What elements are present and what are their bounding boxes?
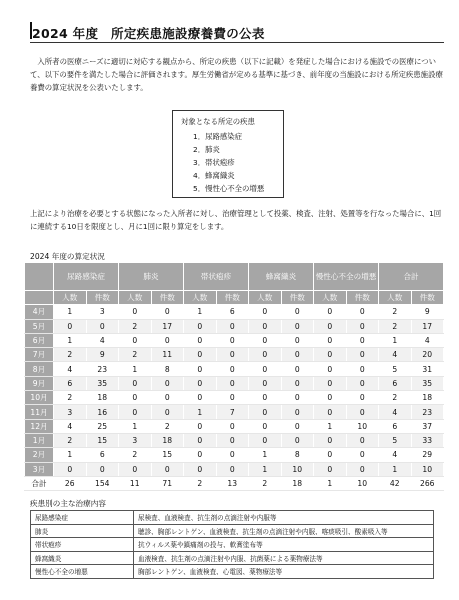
value-cell: 0 bbox=[346, 305, 379, 319]
value-cell: 0 bbox=[314, 448, 347, 462]
table-row bbox=[25, 462, 444, 476]
table-row bbox=[25, 405, 444, 419]
value-cell: 0 bbox=[346, 362, 379, 376]
value-cell: 0 bbox=[151, 305, 184, 319]
value-cell: 0 bbox=[119, 391, 152, 405]
subheader-count-people: 人数 bbox=[119, 291, 152, 305]
value-cell: 0 bbox=[184, 319, 217, 333]
value-cell: 10 bbox=[281, 462, 314, 476]
value-cell: 17 bbox=[151, 319, 184, 333]
value-cell: 1 bbox=[249, 448, 282, 462]
value-cell: 0 bbox=[184, 448, 217, 462]
value-cell: 11 bbox=[151, 348, 184, 362]
total-value-cell: 154 bbox=[86, 476, 119, 490]
treatments-table bbox=[30, 510, 434, 579]
value-cell: 0 bbox=[281, 419, 314, 433]
subheader-count-cases: 件数 bbox=[411, 291, 444, 305]
value-cell: 4 bbox=[379, 348, 412, 362]
target-diseases-list bbox=[193, 130, 264, 195]
value-cell: 5 bbox=[379, 362, 412, 376]
subheader-count-people: 人数 bbox=[379, 291, 412, 305]
table-row bbox=[25, 362, 444, 376]
value-cell: 0 bbox=[216, 391, 249, 405]
month-cell: 8月 bbox=[25, 362, 54, 376]
value-cell: 2 bbox=[119, 319, 152, 333]
value-cell: 0 bbox=[216, 448, 249, 462]
value-cell: 6 bbox=[379, 376, 412, 390]
value-cell: 0 bbox=[314, 319, 347, 333]
total-value-cell: 18 bbox=[281, 476, 314, 490]
value-cell: 1 bbox=[119, 362, 152, 376]
table-row bbox=[25, 319, 444, 333]
value-cell: 6 bbox=[379, 419, 412, 433]
value-cell: 18 bbox=[151, 433, 184, 447]
value-cell: 35 bbox=[86, 376, 119, 390]
value-cell: 2 bbox=[379, 305, 412, 319]
value-cell: 0 bbox=[151, 405, 184, 419]
value-cell: 2 bbox=[119, 448, 152, 462]
treatment-detail-cell: 胸部レントゲン、血液検査、心電図、薬物療法等 bbox=[134, 565, 434, 579]
value-cell: 0 bbox=[216, 319, 249, 333]
value-cell: 16 bbox=[86, 405, 119, 419]
month-cell: 6月 bbox=[25, 333, 54, 347]
value-cell: 0 bbox=[346, 448, 379, 462]
value-cell: 1 bbox=[54, 333, 87, 347]
value-cell: 1 bbox=[184, 305, 217, 319]
value-cell: 10 bbox=[346, 419, 379, 433]
value-cell: 3 bbox=[86, 305, 119, 319]
total-value-cell: 1 bbox=[314, 476, 347, 490]
value-cell: 31 bbox=[411, 362, 444, 376]
value-cell: 0 bbox=[249, 362, 282, 376]
value-cell: 0 bbox=[346, 376, 379, 390]
value-cell: 0 bbox=[281, 362, 314, 376]
value-cell: 18 bbox=[411, 391, 444, 405]
total-value-cell: 13 bbox=[216, 476, 249, 490]
total-value-cell: 2 bbox=[249, 476, 282, 490]
treatment-row bbox=[31, 551, 434, 565]
value-cell: 0 bbox=[249, 433, 282, 447]
treatment-disease-cell: 尿路感染症 bbox=[31, 511, 134, 525]
value-cell: 0 bbox=[346, 348, 379, 362]
total-value-cell: 10 bbox=[346, 476, 379, 490]
treatment-row bbox=[31, 511, 434, 525]
value-cell: 0 bbox=[281, 433, 314, 447]
value-cell: 0 bbox=[314, 405, 347, 419]
value-cell: 0 bbox=[151, 391, 184, 405]
corner-cell bbox=[25, 291, 54, 305]
treatment-detail-cell: 尿検査、血液検査、抗生剤の点滴注射や内服等 bbox=[134, 511, 434, 525]
header-disease: 帯状疱疹 bbox=[184, 263, 249, 291]
value-cell: 0 bbox=[184, 376, 217, 390]
value-cell: 6 bbox=[54, 376, 87, 390]
value-cell: 0 bbox=[281, 319, 314, 333]
value-cell: 0 bbox=[216, 362, 249, 376]
value-cell: 33 bbox=[411, 433, 444, 447]
value-cell: 4 bbox=[86, 333, 119, 347]
value-cell: 0 bbox=[184, 362, 217, 376]
value-cell: 37 bbox=[411, 419, 444, 433]
value-cell: 5 bbox=[379, 433, 412, 447]
value-cell: 2 bbox=[54, 391, 87, 405]
treatment-row bbox=[31, 565, 434, 579]
value-cell: 0 bbox=[281, 333, 314, 347]
total-value-cell: 71 bbox=[151, 476, 184, 490]
value-cell: 1 bbox=[314, 419, 347, 433]
disease-item: 1．尿路感染症 bbox=[193, 132, 243, 141]
table-title: 2024 年度の算定状況 bbox=[30, 252, 105, 261]
value-cell: 0 bbox=[314, 305, 347, 319]
value-cell: 0 bbox=[249, 319, 282, 333]
value-cell: 0 bbox=[119, 376, 152, 390]
value-cell: 0 bbox=[119, 405, 152, 419]
month-cell: 7月 bbox=[25, 348, 54, 362]
header-disease: 慢性心不全の増悪 bbox=[314, 263, 379, 291]
table-row bbox=[25, 333, 444, 347]
value-cell: 1 bbox=[184, 405, 217, 419]
treatment-disease-cell: 蜂窩織炎 bbox=[31, 551, 134, 565]
value-cell: 0 bbox=[54, 319, 87, 333]
value-cell: 7 bbox=[216, 405, 249, 419]
value-cell: 0 bbox=[119, 333, 152, 347]
value-cell: 15 bbox=[151, 448, 184, 462]
value-cell: 0 bbox=[346, 391, 379, 405]
value-cell: 2 bbox=[151, 419, 184, 433]
value-cell: 23 bbox=[411, 405, 444, 419]
value-cell: 0 bbox=[314, 333, 347, 347]
total-row bbox=[25, 476, 444, 490]
disease-item: 3．帯状疱疹 bbox=[193, 158, 235, 167]
total-value-cell: 2 bbox=[184, 476, 217, 490]
subheader-count-people: 人数 bbox=[249, 291, 282, 305]
treatment-row bbox=[31, 524, 434, 538]
value-cell: 0 bbox=[346, 319, 379, 333]
value-cell: 10 bbox=[411, 462, 444, 476]
treatment-disease-cell: 慢性心不全の増悪 bbox=[31, 565, 134, 579]
header-disease: 尿路感染症 bbox=[54, 263, 119, 291]
value-cell: 29 bbox=[411, 448, 444, 462]
intro-paragraph: 入所者の医療ニーズに適切に対応する観点から、所定の疾患（以下に記載）を発症した場合における施設での医療について、以下の要件を満たした場合に評価されます。厚生労働省が定める基準に基づき、前年度の当施設における所定疾患施設療養費の算定状況を公表いたします。 bbox=[30, 57, 443, 92]
value-cell: 0 bbox=[314, 376, 347, 390]
month-cell: 10月 bbox=[25, 391, 54, 405]
value-cell: 0 bbox=[314, 362, 347, 376]
value-cell: 18 bbox=[86, 391, 119, 405]
value-cell: 6 bbox=[216, 305, 249, 319]
value-cell: 17 bbox=[411, 319, 444, 333]
value-cell: 1 bbox=[54, 305, 87, 319]
table-row bbox=[25, 419, 444, 433]
value-cell: 0 bbox=[86, 462, 119, 476]
treatment-detail-cell: 聴診、胸部レントゲン、血液検査、抗生剤の点滴注射や内服、喀痰吸引、酸素吸入等 bbox=[134, 524, 434, 538]
value-cell: 0 bbox=[54, 462, 87, 476]
billing-status-table bbox=[24, 262, 444, 491]
month-cell: 9月 bbox=[25, 376, 54, 390]
value-cell: 0 bbox=[346, 462, 379, 476]
value-cell: 0 bbox=[249, 333, 282, 347]
value-cell: 2 bbox=[119, 348, 152, 362]
value-cell: 4 bbox=[379, 405, 412, 419]
target-diseases-heading: 対象となる所定の疾患 bbox=[181, 117, 255, 126]
value-cell: 0 bbox=[184, 348, 217, 362]
value-cell: 0 bbox=[346, 405, 379, 419]
treatment-detail-cell: 血液検査、抗生剤の点滴注射や内服、抗菌薬による薬物療法等 bbox=[134, 551, 434, 565]
value-cell: 0 bbox=[249, 376, 282, 390]
treatments-title: 疾患別の主な治療内容 bbox=[30, 499, 106, 508]
value-cell: 0 bbox=[216, 419, 249, 433]
value-cell: 0 bbox=[151, 333, 184, 347]
corner-cell bbox=[25, 263, 54, 291]
value-cell: 3 bbox=[54, 405, 87, 419]
value-cell: 0 bbox=[281, 348, 314, 362]
subheader-row bbox=[25, 291, 444, 305]
table-row bbox=[25, 448, 444, 462]
subheader-count-people: 人数 bbox=[184, 291, 217, 305]
treatment-disease-cell: 肺炎 bbox=[31, 524, 134, 538]
value-cell: 2 bbox=[379, 391, 412, 405]
subheader-count-cases: 件数 bbox=[346, 291, 379, 305]
table-row bbox=[25, 305, 444, 319]
subheader-count-cases: 件数 bbox=[151, 291, 184, 305]
value-cell: 4 bbox=[411, 333, 444, 347]
value-cell: 0 bbox=[184, 462, 217, 476]
total-value-cell: 26 bbox=[54, 476, 87, 490]
month-cell: 2月 bbox=[25, 448, 54, 462]
value-cell: 1 bbox=[379, 333, 412, 347]
value-cell: 0 bbox=[249, 348, 282, 362]
subheader-count-cases: 件数 bbox=[281, 291, 314, 305]
month-cell: 3月 bbox=[25, 462, 54, 476]
month-cell: 4月 bbox=[25, 305, 54, 319]
disease-item: 5．慢性心不全の増悪 bbox=[193, 184, 265, 193]
value-cell: 15 bbox=[86, 433, 119, 447]
value-cell: 0 bbox=[184, 333, 217, 347]
value-cell: 0 bbox=[86, 319, 119, 333]
target-diseases-box bbox=[172, 110, 284, 198]
month-cell: 12月 bbox=[25, 419, 54, 433]
value-cell: 3 bbox=[119, 433, 152, 447]
value-cell: 0 bbox=[249, 419, 282, 433]
billing-paragraph: 上記により治療を必要とする状態になった入所者に対し、治療管理として投薬、検査、注射、処置等を行なった場合に、1回に連続する10日を限度とし、月に1回に限り算定をします。 bbox=[30, 209, 442, 231]
value-cell: 35 bbox=[411, 376, 444, 390]
value-cell: 0 bbox=[314, 348, 347, 362]
value-cell: 0 bbox=[281, 405, 314, 419]
value-cell: 0 bbox=[249, 305, 282, 319]
table-row bbox=[25, 376, 444, 390]
month-cell: 11月 bbox=[25, 405, 54, 419]
value-cell: 0 bbox=[151, 376, 184, 390]
value-cell: 4 bbox=[54, 362, 87, 376]
value-cell: 0 bbox=[151, 462, 184, 476]
value-cell: 23 bbox=[86, 362, 119, 376]
value-cell: 4 bbox=[54, 419, 87, 433]
value-cell: 0 bbox=[216, 433, 249, 447]
total-value-cell: 42 bbox=[379, 476, 412, 490]
value-cell: 0 bbox=[184, 391, 217, 405]
total-value-cell: 11 bbox=[119, 476, 152, 490]
value-cell: 2 bbox=[379, 319, 412, 333]
subheader-count-people: 人数 bbox=[54, 291, 87, 305]
month-cell: 5月 bbox=[25, 319, 54, 333]
value-cell: 0 bbox=[346, 333, 379, 347]
value-cell: 9 bbox=[411, 305, 444, 319]
value-cell: 1 bbox=[119, 419, 152, 433]
value-cell: 1 bbox=[379, 462, 412, 476]
subheader-count-cases: 件数 bbox=[86, 291, 119, 305]
subheader-count-cases: 件数 bbox=[216, 291, 249, 305]
value-cell: 0 bbox=[314, 462, 347, 476]
header-total: 合計 bbox=[379, 263, 444, 291]
value-cell: 8 bbox=[151, 362, 184, 376]
value-cell: 9 bbox=[86, 348, 119, 362]
title-underline bbox=[30, 42, 444, 43]
value-cell: 4 bbox=[379, 448, 412, 462]
value-cell: 0 bbox=[216, 376, 249, 390]
treatment-row bbox=[31, 538, 434, 552]
value-cell: 0 bbox=[119, 305, 152, 319]
value-cell: 20 bbox=[411, 348, 444, 362]
value-cell: 0 bbox=[119, 462, 152, 476]
value-cell: 1 bbox=[54, 448, 87, 462]
disease-item: 2．肺炎 bbox=[193, 145, 220, 154]
value-cell: 0 bbox=[314, 433, 347, 447]
value-cell: 0 bbox=[249, 405, 282, 419]
value-cell: 0 bbox=[249, 391, 282, 405]
value-cell: 8 bbox=[281, 448, 314, 462]
treatment-disease-cell: 帯状疱疹 bbox=[31, 538, 134, 552]
value-cell: 0 bbox=[346, 433, 379, 447]
value-cell: 0 bbox=[216, 462, 249, 476]
header-disease: 肺炎 bbox=[119, 263, 184, 291]
value-cell: 0 bbox=[281, 376, 314, 390]
table-row bbox=[25, 391, 444, 405]
value-cell: 0 bbox=[216, 333, 249, 347]
table-row bbox=[25, 348, 444, 362]
treatment-detail-cell: 抗ウィルス薬や鎮痛剤の投与、軟膏塗布等 bbox=[134, 538, 434, 552]
value-cell: 0 bbox=[184, 433, 217, 447]
total-label-cell: 合計 bbox=[25, 476, 54, 490]
table-row bbox=[25, 433, 444, 447]
page-title: 2024 年度 所定疾患施設療養費の公表 bbox=[32, 26, 265, 41]
value-cell: 25 bbox=[86, 419, 119, 433]
value-cell: 0 bbox=[216, 348, 249, 362]
value-cell: 0 bbox=[184, 419, 217, 433]
value-cell: 1 bbox=[249, 462, 282, 476]
value-cell: 0 bbox=[314, 391, 347, 405]
subheader-count-people: 人数 bbox=[314, 291, 347, 305]
value-cell: 0 bbox=[281, 391, 314, 405]
value-cell: 6 bbox=[86, 448, 119, 462]
value-cell: 2 bbox=[54, 348, 87, 362]
table-body bbox=[25, 305, 444, 491]
total-value-cell: 266 bbox=[411, 476, 444, 490]
header-disease: 蜂窩織炎 bbox=[249, 263, 314, 291]
disease-item: 4．蜂窩織炎 bbox=[193, 171, 235, 180]
month-cell: 1月 bbox=[25, 433, 54, 447]
value-cell: 0 bbox=[281, 305, 314, 319]
value-cell: 2 bbox=[54, 433, 87, 447]
